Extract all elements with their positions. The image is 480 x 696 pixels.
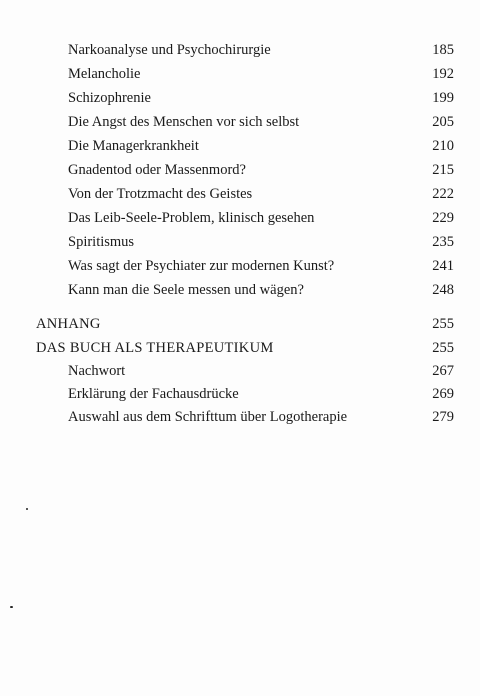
toc-entry-page: 248 (432, 282, 454, 298)
toc-entry-title: Von der Trotzmacht des Geistes (68, 186, 253, 202)
scan-speck (10, 606, 13, 608)
toc-section-page: 255 (432, 316, 454, 332)
toc-entry-title: Die Angst des Menschen vor sich selbst (68, 114, 300, 130)
toc-entry (68, 136, 460, 156)
toc-entry-title: Melancholie (68, 66, 141, 82)
toc-entry-title: Nachwort (68, 363, 126, 379)
toc-entry (68, 64, 460, 84)
toc-entry-page: 215 (432, 162, 454, 178)
toc-entry-title: Das Leib-Seele-Problem, klinisch gesehen (68, 210, 315, 226)
toc-entry-page: 185 (432, 42, 454, 58)
toc-entry (68, 208, 460, 228)
toc-entry (68, 112, 460, 132)
toc-section-title: DAS BUCH ALS THERAPEUTIKUM (36, 340, 274, 356)
toc-entry-title: Spiritismus (68, 234, 135, 250)
toc-entry (68, 407, 460, 427)
toc-entry-title: Kann man die Seele messen und wägen? (68, 282, 304, 298)
toc-entry (68, 40, 460, 60)
toc-entry-page: 205 (432, 114, 454, 130)
toc-section-page: 255 (432, 340, 454, 356)
toc-entry (68, 280, 460, 300)
toc-entry-page: 241 (432, 258, 454, 274)
toc-entry-page: 267 (432, 363, 454, 379)
toc-entry (68, 361, 460, 381)
toc-section-buch (36, 338, 460, 358)
toc-entry-title: Auswahl aus dem Schrifttum über Logotherapie (68, 409, 348, 425)
scan-speck (26, 508, 28, 510)
toc-entry (68, 160, 460, 180)
toc-entry-page: 269 (432, 386, 454, 402)
toc-entry-title: Schizophrenie (68, 90, 151, 106)
toc-entry (68, 184, 460, 204)
toc-entry-page: 279 (432, 409, 454, 425)
toc-entry (68, 232, 460, 252)
toc-entry (68, 256, 460, 276)
toc-section-title: ANHANG (36, 316, 101, 332)
toc-entry-page: 229 (432, 210, 454, 226)
toc-entry-title: Erklärung der Fachausdrücke (68, 386, 239, 402)
toc-entry-page: 235 (432, 234, 454, 250)
toc-entry (68, 88, 460, 108)
toc-entry-page: 210 (432, 138, 454, 154)
toc-entry-title: Was sagt der Psychiater zur modernen Kunst? (68, 258, 335, 274)
toc-entry-title: Gnadentod oder Massenmord? (68, 162, 246, 178)
toc-entry-page: 192 (432, 66, 454, 82)
toc-section-anhang (36, 314, 460, 334)
toc-entry-title: Narkoanalyse und Psychochirurgie (68, 42, 271, 58)
toc-entry-page: 199 (432, 90, 454, 106)
toc-entry-title: Die Managerkrankheit (68, 138, 199, 154)
toc-entry (68, 384, 460, 404)
toc-entry-page: 222 (432, 186, 454, 202)
